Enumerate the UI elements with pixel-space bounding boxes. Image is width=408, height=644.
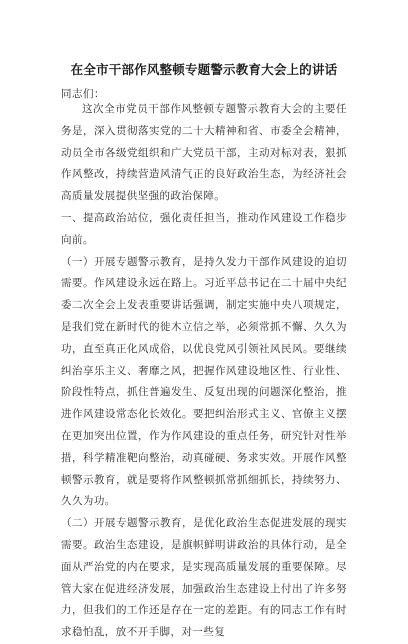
document-body xyxy=(61,99,347,644)
paragraph-intro: 这次全市党员干部作风整顿专题警示教育大会的主要任务是，深入贯彻落实党的二十大精神和省、市委全会精神，动员全市各级党组织和广大党员干部，主动对标对表，狠抓作风整改，持续营造风清气正的良好政治生态，为经济社会高质量发展提供坚强的政治保障。 xyxy=(61,103,347,203)
greeting: 同志们： xyxy=(61,88,105,100)
section-heading: 一、提高政治站位，强化责任担当，推动作风建设工作稳步向前。 xyxy=(61,211,347,246)
page-title: 在全市干部作风整顿专题警示教育大会上的讲话 xyxy=(70,62,338,77)
paragraph-subsection-1: （一）开展专题警示教育，是持久发力干部作风建设的迫切需要。作风建设永远在路上。习近平总书记在二十届中央纪委二次全会上发表重要讲话强调，制定实施中央八项规定，是我们党在新时代的徙木立信之举，必须常抓不懈、久久为功，直至真正化风成俗，以优良党风引领社风民风。要继续纠治享乐主义、奢靡之风，把握作风建设地区性、行业性、阶段性特点，抓住普遍发生、反复出现的问题深化整治，推进作风建设常态化长效化。要把纠治形式主义、官僚主义摆在更加突出位置，作为作风建设的重点任务，研究针对性举措，科学精准靶向整治，动真碰硬、务求实效。开展作风整顿警示教育，就是要将作风整顿抓常抓细抓长，持续努力、久久为功。 xyxy=(61,255,347,508)
paragraph-subsection-2: （二）开展专题警示教育，是优化政治生态促进发展的现实需要。政治生态建设，是旗帜鲜明讲政治的具体行动，是全面从严治党的内在要求，是实现高质量发展的重要保障。尽管大家在促进经济发展，加强政治生态建设上付出了许多努力，但我们的工作还是存在一定的差距。有的同志工作有时求稳怕乱，放不开手脚，对一些复 xyxy=(61,517,347,639)
